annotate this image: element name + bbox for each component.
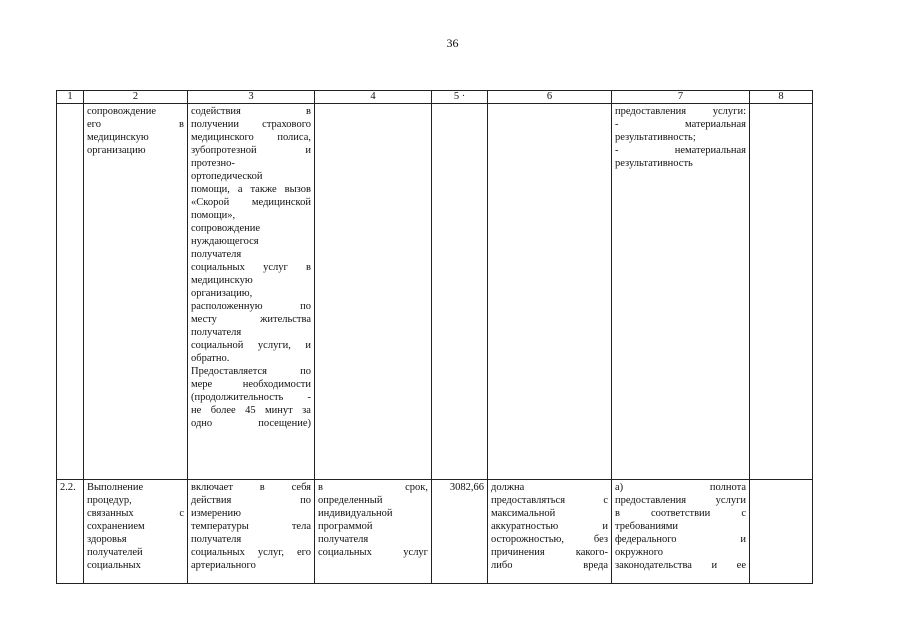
cell-line: в соответствии с [615, 508, 746, 519]
cell-line: осторожностью, без [491, 534, 608, 545]
cell-line: здоровья [87, 534, 127, 545]
cell-line: причинения какого- [491, 547, 608, 558]
cell-line: - нематериальная [615, 145, 746, 156]
cell-line: социальных услуг [318, 547, 428, 558]
services-table [56, 90, 813, 584]
row1-term-cell [315, 104, 432, 480]
cell-line: предоставляться с [491, 495, 608, 506]
header-cell-4: 4 [315, 91, 432, 104]
cell-line: федерального и [615, 534, 746, 545]
cell-line: получателей [87, 547, 143, 558]
cell-line: социальных [87, 560, 141, 571]
cell-line: социальных услуг в [191, 262, 311, 273]
cell-line: получателя [191, 327, 242, 338]
row2-price-cell: 3082,66 [432, 480, 488, 584]
cell-line: программой [318, 521, 373, 532]
cell-line: одно посещение) [191, 418, 311, 429]
row1-price-cell [432, 104, 488, 480]
cell-line: процедур, [87, 495, 132, 506]
cell-line: индивидуальной [318, 508, 393, 519]
cell-line: а) полнота [615, 482, 746, 493]
cell-line: максимальной [491, 508, 556, 519]
cell-line: температуры тела [191, 521, 311, 532]
cell-line: организацию, [191, 288, 253, 299]
header-cell-6: 6 [488, 91, 612, 104]
table-row [57, 480, 813, 584]
cell-line: протезно- [191, 158, 235, 169]
row2-notes-cell [750, 480, 813, 584]
cell-line: результативность [615, 158, 693, 169]
header-cell-7: 7 [612, 91, 750, 104]
header-row [57, 91, 813, 104]
header-cell-8: 8 [750, 91, 813, 104]
cell-line: «Скорой медицинской [191, 197, 311, 208]
cell-line: получателя [191, 249, 242, 260]
cell-line: социальных услуг, его [191, 547, 311, 558]
cell-line: медицинскую [191, 275, 253, 286]
cell-line: помощи», [191, 210, 236, 221]
cell-line: медицинскую [87, 132, 149, 143]
cell-line: Выполнение [87, 482, 144, 493]
row1-service-name-cell [84, 104, 188, 480]
cell-line: Предоставляется по [191, 366, 311, 377]
cell-line: социальной услуги, и [191, 340, 311, 351]
row2-term-cell [315, 480, 432, 584]
row2-service-name-cell [84, 480, 188, 584]
cell-line: должна [491, 482, 525, 493]
cell-line: помощи, а также вызов [191, 184, 311, 195]
cell-line: аккуратностью и [491, 521, 608, 532]
row1-notes-cell [750, 104, 813, 480]
cell-line: ортопедической [191, 171, 263, 182]
header-cell-3: 3 [188, 91, 315, 104]
cell-line: сопровождение [191, 223, 261, 234]
cell-line: расположенную по [191, 301, 311, 312]
cell-line: окружного [615, 547, 663, 558]
cell-line: связанных с [87, 508, 184, 519]
cell-line: действия по [191, 495, 311, 506]
cell-line: предоставления услуги [615, 495, 746, 506]
cell-line: требованиями [615, 521, 679, 532]
row2-conditions-cell [488, 480, 612, 584]
page-number: 36 [446, 36, 459, 50]
header-cell-5: 5 · [432, 91, 488, 104]
row1-conditions-cell [488, 104, 612, 480]
cell-line: месту жительства [191, 314, 311, 325]
cell-line: артериального [191, 560, 256, 571]
row1-description-cell [188, 104, 315, 480]
cell-line: (продолжительность - [191, 392, 311, 403]
cell-line: включает в себя [191, 482, 311, 493]
cell-line: предоставления услуги: [615, 106, 746, 117]
cell-line: получателя [191, 534, 242, 545]
table-row [57, 104, 813, 480]
row2-indicators-cell [612, 480, 750, 584]
cell-line: сохранением [87, 521, 145, 532]
cell-line: нуждающегося [191, 236, 259, 247]
cell-line: законодательства и ее [615, 560, 746, 571]
cell-line: медицинского полиса, [191, 132, 311, 143]
cell-line: получении страхового [191, 119, 311, 130]
cell-line: получателя [318, 534, 369, 545]
header-cell-2: 2 [84, 91, 188, 104]
cell-line: измерению [191, 508, 241, 519]
cell-line: обратно. [191, 353, 230, 364]
cell-line: содействия в [191, 106, 311, 117]
cell-line: определенный [318, 495, 383, 506]
cell-line: его в [87, 119, 184, 130]
row1-indicators-cell [612, 104, 750, 480]
cell-line: результативность; [615, 132, 696, 143]
row1-number-cell [57, 104, 84, 480]
header-cell-1: 1 [57, 91, 84, 104]
cell-line: мере необходимости [191, 379, 311, 390]
cell-line: либо вреда [491, 560, 608, 571]
cell-line: организацию [87, 145, 146, 156]
row2-number-cell: 2.2. [57, 480, 84, 584]
cell-line: зубопротезной и [191, 145, 311, 156]
row2-description-cell [188, 480, 315, 584]
cell-line: не более 45 минут за [191, 405, 311, 416]
cell-line: сопровождение [87, 106, 157, 117]
cell-line: - материальная [615, 119, 746, 130]
cell-line: в срок, [318, 482, 428, 493]
